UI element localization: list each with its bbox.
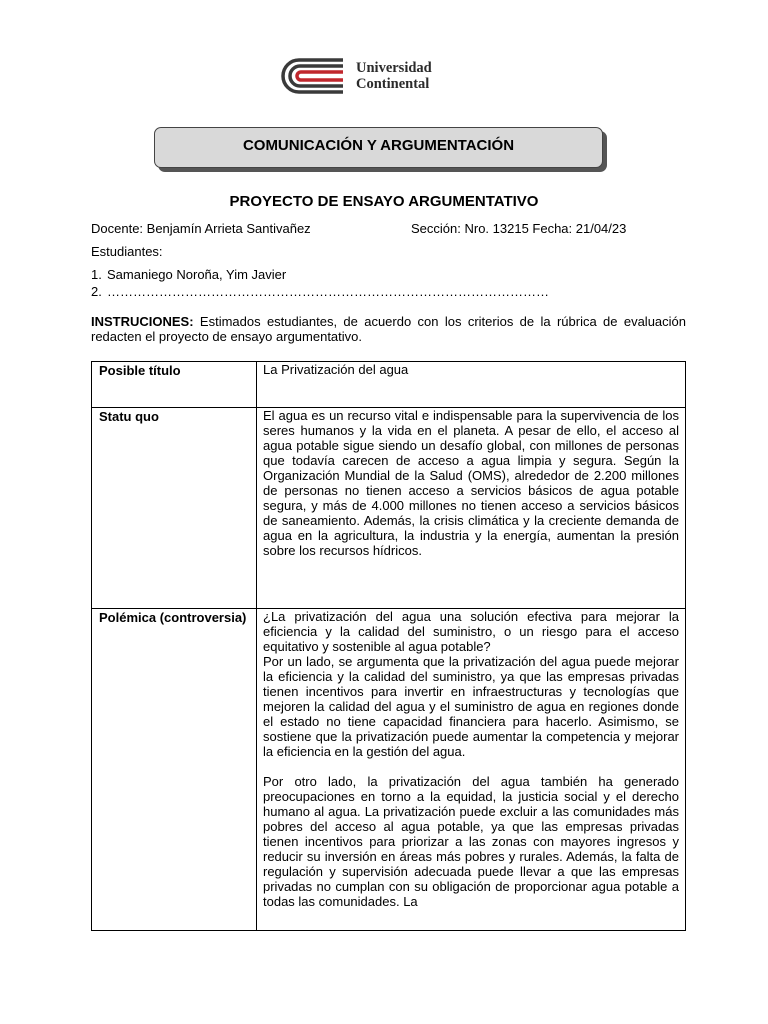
instructions-text: Estimados estudiantes, de acuerdo con los criterios de la rúbrica de evaluación redacten el proyecto de ensayo argumentativo. bbox=[91, 314, 686, 344]
student-name: Samaniego Noroña, Yim Javier bbox=[107, 267, 287, 282]
student-number: 1. bbox=[91, 267, 102, 282]
estudiantes-label: Estudiantes: bbox=[91, 244, 163, 259]
row-label-titulo: Posible título bbox=[92, 362, 257, 408]
docente-line: Docente: Benjamín Arrieta Santivañez bbox=[91, 221, 311, 236]
table-row bbox=[92, 408, 686, 609]
student-name-placeholder: ………………………………………………………………………………………… bbox=[107, 284, 549, 299]
statu-quo-text: El agua es un recurso vital e indispensable para la supervivencia de los seres humanos y la vida en el planeta. A pesar de ello, el acceso al agua potable sigue siendo un desafío global, con millones de personas que todavía carecen de acceso a agua limpia y segura. Según la Organización Mundial de la Salud (OMS), alrededor de 2.200 millones de personas no tienen acceso a servicios básicos de agua potable segura, y más de 4.000 millones no tienen acceso a servicios básicos de saneamiento. Además, la crisis climática y la creciente demanda de agua en la agricultura, la industria y la energía, aumentan la presión sobre los recursos hídricos. bbox=[263, 408, 679, 558]
instructions bbox=[91, 314, 686, 344]
polemica-paragraph-contra: Por otro lado, la privatización del agua también ha generado preocupaciones en torno a la equidad, la justicia social y el derecho humano al agua. La privatización puede excluir a las comunidades más pobres del acceso al agua potable, ya que las empresas privadas tienen incentivos para priorizar a las zonas con mayores ingresos y reducir su inversión en áreas más pobres y rurales. Además, la falta de regulación y supervisión adecuada puede llevar a que las empresas privadas no cumplan con su obligación de proporcionar agua potable a todas las comunidades. La bbox=[263, 774, 679, 909]
student-number: 2. bbox=[91, 284, 102, 299]
student-item bbox=[91, 267, 286, 282]
student-item bbox=[91, 284, 549, 299]
row-content-statu-quo bbox=[257, 408, 686, 609]
logo-line2: Continental bbox=[356, 76, 430, 92]
seccion-fecha-line: Sección: Nro. 13215 Fecha: 21/04/23 bbox=[411, 221, 627, 236]
document-title: PROYECTO DE ENSAYO ARGUMENTATIVO bbox=[229, 193, 539, 210]
continental-logo-icon bbox=[281, 56, 347, 96]
polemica-paragraph-pro: Por un lado, se argumenta que la privatización del agua puede mejorar la eficiencia y la calidad del suministro, ya que las empresas privadas tienen incentivos para invertir en infraestructuras y tecnologías que mejoren la calidad del agua y el suministro de agua en regiones donde el estado no tiene capacidad financiera para hacerlo. Asimismo, se sostiene que la privatización puede aumentar la competencia y mejorar la eficiencia en la gestión del agua. bbox=[263, 654, 679, 759]
table-row bbox=[92, 362, 686, 408]
row-label-polemica: Polémica (controversia) bbox=[92, 609, 257, 931]
subject-banner bbox=[154, 127, 607, 173]
essay-project-table bbox=[91, 361, 686, 931]
logo-line1: Universidad bbox=[356, 60, 432, 76]
instructions-label: INSTRUCIONES: bbox=[91, 314, 194, 329]
row-content-polemica bbox=[257, 609, 686, 931]
row-label-statu-quo: Statu quo bbox=[92, 408, 257, 609]
table-row bbox=[92, 609, 686, 931]
titulo-text: La Privatización del agua bbox=[263, 362, 409, 377]
polemica-question: ¿La privatización del agua una solución efectiva para mejorar la eficiencia y la calidad del suministro, o un riesgo para el acceso equitativo y sostenible al agua potable? bbox=[263, 609, 679, 654]
subject-title: COMUNICACIÓN Y ARGUMENTACIÓN bbox=[154, 127, 603, 168]
logo-wordmark bbox=[356, 60, 432, 92]
university-logo bbox=[281, 54, 456, 100]
row-content-titulo bbox=[257, 362, 686, 408]
